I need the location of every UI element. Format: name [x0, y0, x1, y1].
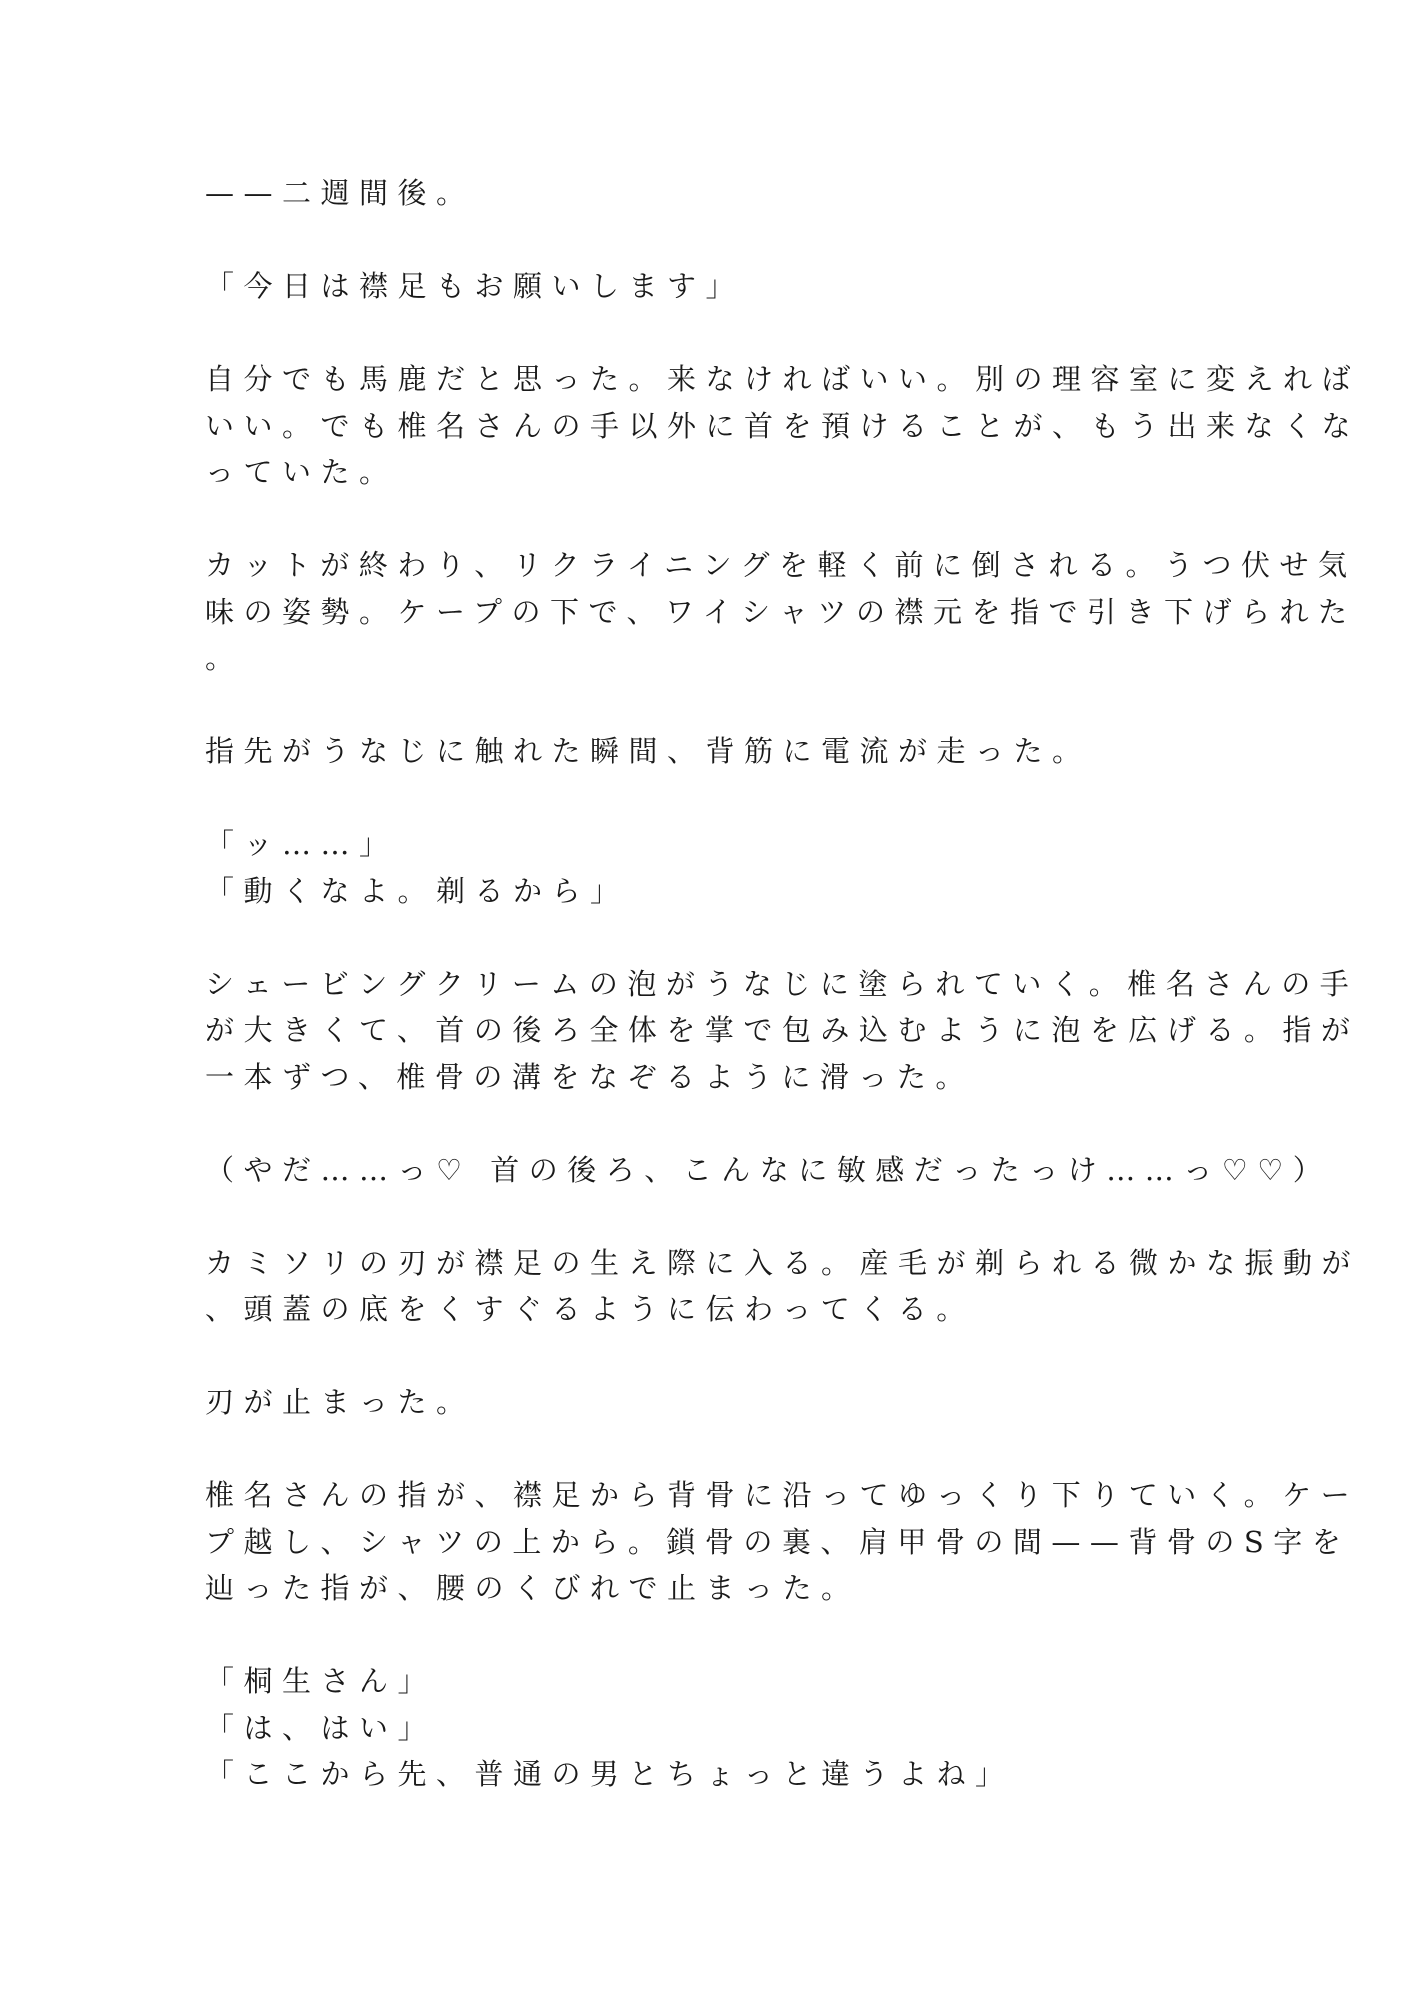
text-line: カットが終わり、リクライニングを軽く前に倒される。うつ伏せ気 [205, 548, 1357, 582]
text-line: 。 [205, 641, 244, 675]
text-line: プ越し、シャツの上から。鎖骨の裏、肩甲骨の間——背骨のS字を [205, 1524, 1351, 1559]
blank-line [205, 1333, 1205, 1380]
blank-line [205, 1100, 1205, 1147]
text-line: いい。でも椎名さんの手以外に首を預けることが、もう出来なくな [205, 408, 1361, 443]
text-line: 刃が止まった。 [205, 1385, 475, 1419]
blank-line [205, 775, 1205, 822]
blank-line [205, 217, 1205, 264]
blank-line [205, 682, 1205, 729]
text-line: 辿った指が、腰のくびれで止まった。 [205, 1571, 860, 1605]
text-line: 「桐生さん」 [205, 1664, 437, 1698]
text-line: 「ここから先、普通の男とちょっと違うよね」 [205, 1757, 1014, 1791]
text-line: 「今日は襟足もお願いします」 [205, 269, 745, 303]
text-line: 自分でも馬鹿だと思った。来なければいい。別の理容室に変えれば [205, 362, 1361, 396]
text-line: が大きくて、首の後ろ全体を掌で包み込むように泡を広げる。指が [205, 1013, 1360, 1047]
blank-line [205, 914, 1205, 961]
text-line: 一本ずつ、椎骨の溝をなぞるように滑った。 [205, 1059, 974, 1094]
blank-line [205, 310, 1205, 357]
blank-line [205, 496, 1205, 543]
text-line: 味の姿勢。ケープの下で、ワイシャツの襟元を指で引き下げられた [205, 594, 1357, 629]
blank-line [205, 1193, 1205, 1240]
text-line: 「動くなよ。剃るから」 [205, 873, 629, 908]
blank-line [205, 1426, 1205, 1473]
text-line: カミソリの刃が襟足の生え際に入る。産毛が剃られる微かな振動が [205, 1245, 1361, 1280]
text-line: っていた。 [205, 455, 398, 489]
text-line: 、頭蓋の底をくすぐるように伝わってくる。 [205, 1292, 975, 1326]
text-line: 椎名さんの指が、襟足から背骨に沿ってゆっくり下りていく。ケー [205, 1478, 1360, 1512]
text-line: ——二週間後。 [205, 176, 475, 210]
text-line: 指先がうなじに触れた瞬間、背筋に電流が走った。 [205, 734, 1091, 768]
text-line: 「ッ……」 [205, 827, 398, 861]
text-line: シェービングクリームの泡がうなじに塗られていく。椎名さんの手 [205, 966, 1359, 1001]
blank-line [205, 1612, 1205, 1659]
text-line: （やだ……っ♡ 首の後ろ、こんなに敏感だったっけ……っ♡♡） [205, 1152, 1332, 1187]
body-text [205, 170, 1361, 1798]
text-line: 「は、はい」 [205, 1710, 437, 1745]
